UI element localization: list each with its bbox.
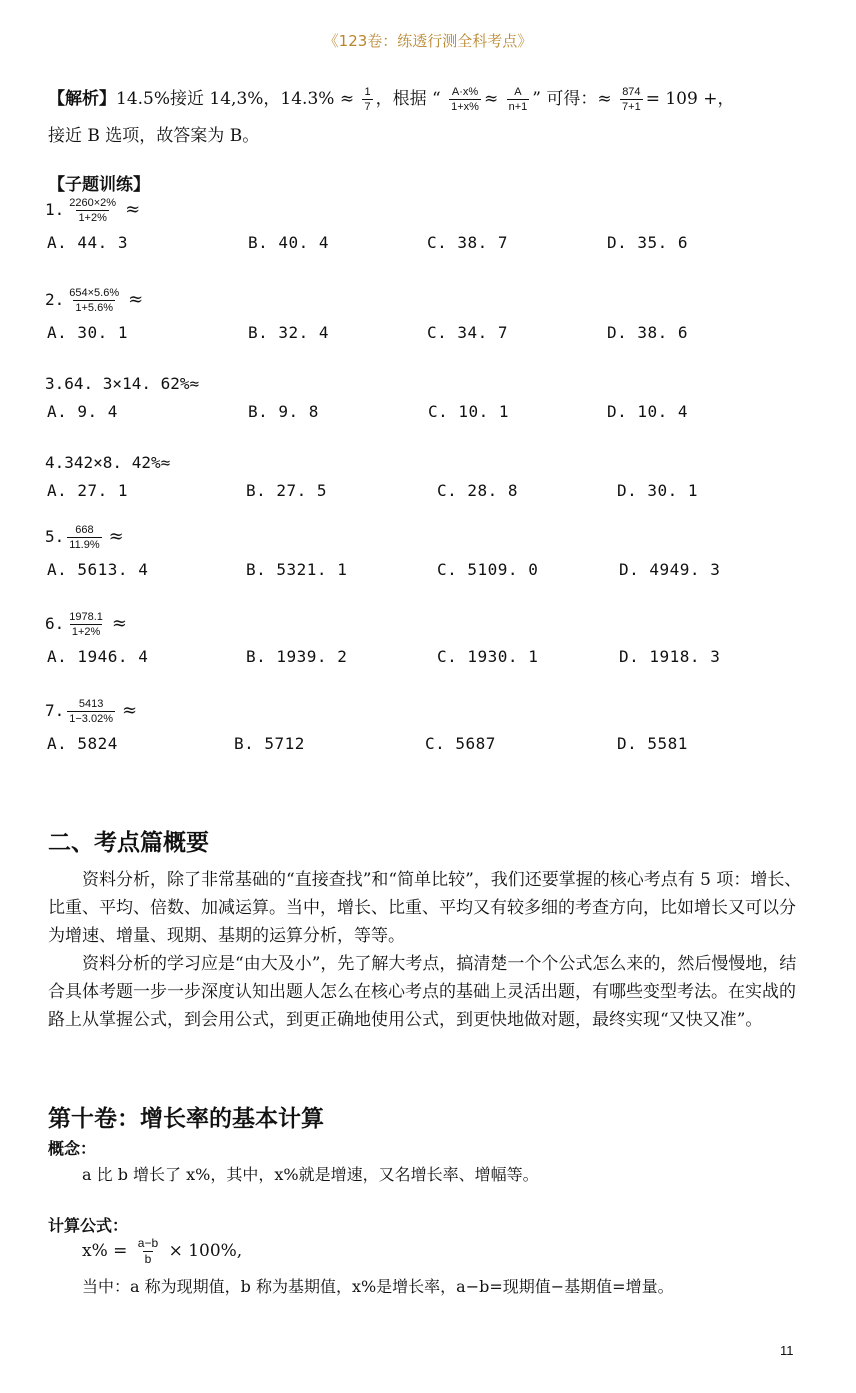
analysis-label: 【解析】 xyxy=(48,89,116,109)
question-1-option-d: D. 35. 6 xyxy=(607,233,689,252)
question-6-option-a: A. 1946. 4 xyxy=(47,647,149,666)
section-title: 二、考点篇概要 xyxy=(48,830,209,856)
fraction-numerator: 1 xyxy=(364,86,371,98)
fraction-numerator: 1978.1 xyxy=(69,611,103,623)
fraction-denominator: 1−3.02% xyxy=(69,713,113,725)
fraction-formula-right xyxy=(507,85,530,114)
approx-symbol: ≈ xyxy=(483,89,499,109)
question-number: 3. xyxy=(45,374,65,393)
fraction-denominator: 1+2% xyxy=(71,626,101,638)
training-title: 【子题训练】 xyxy=(48,175,150,195)
fraction-numerator: 5413 xyxy=(78,698,104,710)
fraction-numerator: 874 xyxy=(622,86,641,98)
formula-rhs: × 100%, xyxy=(168,1241,243,1261)
fraction-denominator: 7 xyxy=(364,101,371,113)
concept-text: a 比 b 增长了 x%，其中，x%就是增速，又名增长率、增幅等。 xyxy=(82,1165,539,1184)
approx-symbol: ≈ xyxy=(125,199,141,220)
question-1-option-a: A. 44. 3 xyxy=(47,233,129,252)
analysis-line-2: 接近 B 选项，故答案为 B。 xyxy=(48,126,260,146)
question-fraction xyxy=(67,697,115,726)
analysis-text-4: = 109 +， xyxy=(645,89,735,109)
question-fraction xyxy=(67,523,101,552)
fraction-denominator: b xyxy=(144,1252,152,1266)
question-4-option-a: A. 27. 1 xyxy=(47,481,129,500)
concept-label: 概念： xyxy=(48,1139,97,1158)
question-7-option-c: C. 5687 xyxy=(425,734,496,753)
formula-lhs: x% = xyxy=(82,1241,128,1261)
question-3-expression xyxy=(45,374,199,393)
question-number: 4. xyxy=(45,453,65,472)
question-6-option-c: C. 1930. 1 xyxy=(437,647,539,666)
question-6-expression xyxy=(45,610,127,639)
analysis-line-1 xyxy=(48,84,734,114)
question-2-expression xyxy=(45,286,143,315)
question-fraction xyxy=(67,196,118,225)
fraction-denominator: 1+x% xyxy=(451,101,479,113)
fraction-numerator: a−b xyxy=(137,1236,159,1250)
fraction-calculation xyxy=(620,85,643,114)
question-fraction xyxy=(67,286,121,315)
question-number: 7. xyxy=(45,701,65,720)
fraction-numerator: 654×5.6% xyxy=(69,287,120,299)
page-number: 11 xyxy=(780,1343,794,1358)
question-2-option-c: C. 34. 7 xyxy=(427,323,509,342)
question-7-expression xyxy=(45,697,137,726)
question-number: 2. xyxy=(45,290,65,309)
page-header: 《123卷：练透行测全科考点》 xyxy=(323,32,533,50)
question-number: 6. xyxy=(45,614,65,633)
approx-symbol: ≈ xyxy=(111,613,128,634)
question-3-option-d: D. 10. 4 xyxy=(607,402,689,421)
question-4-option-b: B. 27. 5 xyxy=(246,481,328,500)
paragraph-1: 资料分析，除了非常基础的“直接查找”和“简单比较”，我们还要掌握的核心考点有 5 项：增长、比重、平均、倍数、加减运算。当中，增长、比重、平均又有较多细的考查方向，比如增长又可以分为增速、增量、现期、基期的运算分析，等等。 xyxy=(48,870,802,946)
question-number: 1. xyxy=(45,200,65,219)
fraction-one-seventh xyxy=(362,85,372,114)
question-7-option-b: B. 5712 xyxy=(234,734,305,753)
question-6-option-d: D. 1918. 3 xyxy=(619,647,721,666)
fraction-formula-left xyxy=(449,85,481,114)
question-fraction xyxy=(67,610,105,639)
formula-note: 当中：a 称为现期值，b 称为基期值，x%是增长率，a−b=现期值−基期值=增量。 xyxy=(82,1277,674,1296)
analysis-text-3: ” 可得：≈ xyxy=(532,89,612,109)
fraction-denominator: 1+2% xyxy=(78,212,107,224)
analysis-text-1: 14.5%接近 14,3%，14.3% ≈ xyxy=(116,89,355,109)
fraction-denominator: n+1 xyxy=(508,101,528,113)
question-7-option-a: A. 5824 xyxy=(47,734,118,753)
fraction-numerator: A xyxy=(514,86,522,98)
question-5-option-d: D. 4949. 3 xyxy=(619,560,721,579)
formula-label: 计算公式： xyxy=(48,1216,129,1235)
question-2-option-b: B. 32. 4 xyxy=(248,323,330,342)
question-6-option-b: B. 1939. 2 xyxy=(246,647,348,666)
question-3-option-c: C. 10. 1 xyxy=(428,402,510,421)
volume-title: 第十卷：增长率的基本计算 xyxy=(48,1106,324,1132)
formula-fraction xyxy=(136,1236,160,1267)
fraction-numerator: A·x% xyxy=(451,86,479,98)
fraction-denominator: 7+1 xyxy=(622,101,641,113)
question-2-option-d: D. 38. 6 xyxy=(607,323,689,342)
question-2-option-a: A. 30. 1 xyxy=(47,323,129,342)
approx-symbol: ≈ xyxy=(128,289,144,310)
question-3-option-a: A. 9. 4 xyxy=(47,402,118,421)
question-4-option-c: C. 28. 8 xyxy=(437,481,519,500)
question-expression: 64. 3×14. 62%≈ xyxy=(64,374,200,393)
question-5-option-a: A. 5613. 4 xyxy=(47,560,149,579)
fraction-numerator: 2260×2% xyxy=(69,197,117,209)
fraction-denominator: 1+5.6% xyxy=(75,302,113,314)
fraction-numerator: 668 xyxy=(75,524,94,536)
analysis-text-2: ，根据 “ xyxy=(375,89,441,109)
question-5-expression xyxy=(45,523,124,552)
question-5-option-c: C. 5109. 0 xyxy=(437,560,539,579)
fraction-denominator: 11.9% xyxy=(69,539,100,551)
approx-symbol: ≈ xyxy=(122,700,138,721)
question-1-option-c: C. 38. 7 xyxy=(427,233,509,252)
question-expression: 342×8. 42%≈ xyxy=(64,453,171,472)
question-5-option-b: B. 5321. 1 xyxy=(246,560,348,579)
question-3-option-b: B. 9. 8 xyxy=(248,402,319,421)
question-1-expression xyxy=(45,196,140,225)
question-4-option-d: D. 30. 1 xyxy=(617,481,699,500)
formula-line xyxy=(82,1236,242,1267)
question-1-option-b: B. 40. 4 xyxy=(248,233,330,252)
approx-symbol: ≈ xyxy=(108,526,124,547)
paragraph-2: 资料分析的学习应是“由大及小”，先了解大考点，搞清楚一个个公式怎么来的，然后慢慢地，结合具体考题一步一步深度认知出题人怎么在核心考点的基础上灵活出题，有哪些变型考法。在实战的路上从掌握公式，到会用公式，到更正确地使用公式，到更快地做对题，最终实现“又快又准”。 xyxy=(48,954,797,1030)
question-4-expression xyxy=(45,453,170,472)
question-7-option-d: D. 5581 xyxy=(617,734,688,753)
question-number: 5. xyxy=(45,527,65,546)
